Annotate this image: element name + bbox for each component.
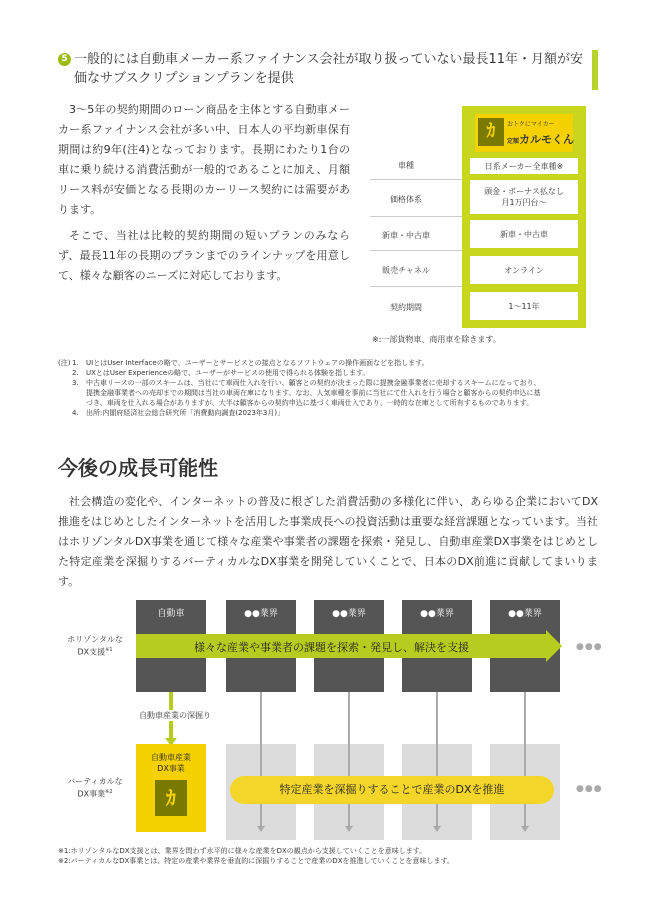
logo-name <box>507 131 574 147</box>
row-divider <box>370 216 462 217</box>
auto-dx-box <box>136 744 206 832</box>
paragraph-lineup: そこで、当社は比較的契約期間の短いプランのみならず、最長11年の長期のプランまでのラインナップを用意して、様々な顧客のニーズに対応しております。 <box>58 229 350 282</box>
industry-label: ●●業界 <box>420 609 454 619</box>
vertical-dx-label <box>58 776 132 800</box>
note-row <box>58 398 598 408</box>
footnote-mark: ※1 <box>105 647 113 653</box>
down-line <box>436 692 438 826</box>
cell-channel: オンライン <box>470 256 578 284</box>
note-number: 2. <box>72 369 79 377</box>
cell-car-type: 日系メーカー全車種※ <box>470 158 578 174</box>
section-title: 一般的には自動車メーカー系ファイナンス会社が取り扱っていない最長11年・月額が安価なサブスクリプションプランを提供 <box>74 52 583 86</box>
down-line <box>524 692 526 826</box>
horizontal-arrow-text: 様々な産業や事業者の課題を探索・発見し、解決を支援 <box>194 641 469 654</box>
note-number: 3. <box>72 379 79 387</box>
down-arrow-tip-icon <box>433 826 441 832</box>
row-label-period: 契約期間 <box>390 303 422 312</box>
note-row <box>58 358 598 368</box>
horizontal-dx-label <box>58 634 132 658</box>
dx-diagram <box>0 596 648 840</box>
industry-label: ●●業界 <box>244 609 278 619</box>
note-text: UIとはUser Interfaceの略で、ユーザーとサービスとの接点となるソフトウェアの操作画面などを指します。 <box>86 359 429 367</box>
horizontal-arrow-head-icon <box>546 630 562 662</box>
down-arrow-tip-icon <box>521 826 529 832</box>
growth-heading: 今後の成長可能性 <box>58 456 218 480</box>
row-label-channel: 販売チャネル <box>382 266 430 275</box>
notes-block <box>58 358 598 418</box>
carmo-mark-icon: ｶ <box>155 780 187 816</box>
note-row <box>58 378 598 388</box>
row-label-new-used: 新車・中古車 <box>382 231 430 240</box>
section-accent-bar <box>592 50 598 90</box>
note-text: UXとはUser Experienceの略で、ユーザーがサービスの使用で得られる体験を指します。 <box>86 369 370 377</box>
horizontal-dx-label-text: ホリゾンタルな DX支援 <box>67 635 123 657</box>
footnote-2: ※2:バーティカルなDX事業とは、特定の産業や業界を垂直的に深掘りすることで産業のDXを推進していくことを意味します。 <box>58 857 454 865</box>
vertical-pill-text: 特定産業を深掘りすることで産業のDXを推進 <box>279 783 505 796</box>
row-divider <box>370 286 462 287</box>
more-columns-dots: ●●● <box>576 784 603 794</box>
carmo-logo-mark-icon: ｶ <box>478 118 504 146</box>
down-line <box>348 692 350 826</box>
footnote-1: ※1:ホリゾンタルなDX支援とは、業界を問わず水平的に様々な産業をDXの観点から支援していくことを意味します。 <box>58 847 427 855</box>
logo-prefix: 定額 <box>507 138 520 145</box>
comparison-labels <box>370 106 462 328</box>
industry-label: ●●業界 <box>332 609 366 619</box>
down-arrow-tip-icon <box>345 826 353 832</box>
deep-dive-label: 自動車産業の深掘り <box>130 710 220 721</box>
row-label-car-type: 車種 <box>398 161 414 170</box>
section-number-badge: 5 <box>58 53 71 66</box>
note-number: 4. <box>72 409 79 417</box>
cell-period: 1〜11年 <box>470 292 578 320</box>
more-industries-dots: ●●● <box>576 642 603 652</box>
notes-prefix: (注) <box>58 359 71 367</box>
cell-new-used: 新車・中古車 <box>470 220 578 248</box>
industry-label: 自動車 <box>157 609 185 619</box>
logo-brand: カルモくん <box>519 133 575 146</box>
horizontal-dx-arrow <box>136 634 546 658</box>
note-row <box>58 368 598 378</box>
paragraph-ownership: 3〜5年の契約期間のローン商品を主体とする自動車メーカー系ファイナンス会社が多い中、日本人の平均新車保有期間は約9年(注4)となっております。長期にわたり1台の車に乗り続ける消費活動が一般的であることに加え、月額リース料が安価となる長期のカーリース契約には需要があります。 <box>58 103 350 216</box>
row-label-pricing: 価格体系 <box>390 195 422 204</box>
comparison-note: ※:一部貨物車、商用車を除きます。 <box>372 335 501 344</box>
carmo-logo <box>475 114 573 152</box>
vertical-dx-label-text: バーティカルな DX事業 <box>67 777 123 799</box>
note-text: づき、車両を仕入れる場合がありますが、大半は顧客からの契約申込に基づく車両仕入であり、一時的な在庫として所有するものであります。 <box>86 399 534 407</box>
row-divider <box>370 179 462 180</box>
row-divider <box>370 250 462 251</box>
note-text: 提携金融事業者への売却までの期間は当社の車両在庫になります。なお、人気車種を事前に当社にて仕入れを行う場合と顧客からの契約申込に基 <box>86 389 541 397</box>
note-number: 1. <box>72 359 79 367</box>
cell-pricing: 頭金・ボーナス払なし 月1万円台〜 <box>470 180 578 214</box>
note-text: 出所:内閣府経済社会総合研究所「消費動向調査(2023年3月)」 <box>86 409 285 417</box>
footnote-mark: ※2 <box>105 789 113 795</box>
industry-label: ●●業界 <box>508 609 542 619</box>
down-arrow-tip-icon <box>257 826 265 832</box>
growth-paragraph: 社会構造の変化や、インターネットの普及に根ざした消費活動の多様化に伴い、あらゆる企業においてDX推進をはじめとしたインターネットを活用した事業成長への投資活動は重要な経営課題となっています。当社はホリゾンタルDX事業を通じて様々な産業や事業者の課題を探索・発見し、自動車産業DX事業をはじめとした特定産業を深掘りするバーティカルなDX事業を開発していくことで、日本のDX前進に貢献してまいります。 <box>58 495 598 588</box>
down-line <box>260 692 262 826</box>
note-row <box>58 408 598 418</box>
auto-dx-label: 自動車産業 DX事業 <box>151 753 191 773</box>
logo-tagline: おトクにマイカー <box>507 121 555 128</box>
section-heading <box>58 50 598 94</box>
note-row <box>58 388 598 398</box>
carmo-comparison-panel <box>462 106 586 328</box>
note-text: 中古車リースの一部のスキームは、当社にて車両仕入れを行い、顧客との契約が決まった際に提携金融事業者に売却するスキームになっており、 <box>86 379 541 387</box>
vertical-dx-pill <box>230 776 554 804</box>
